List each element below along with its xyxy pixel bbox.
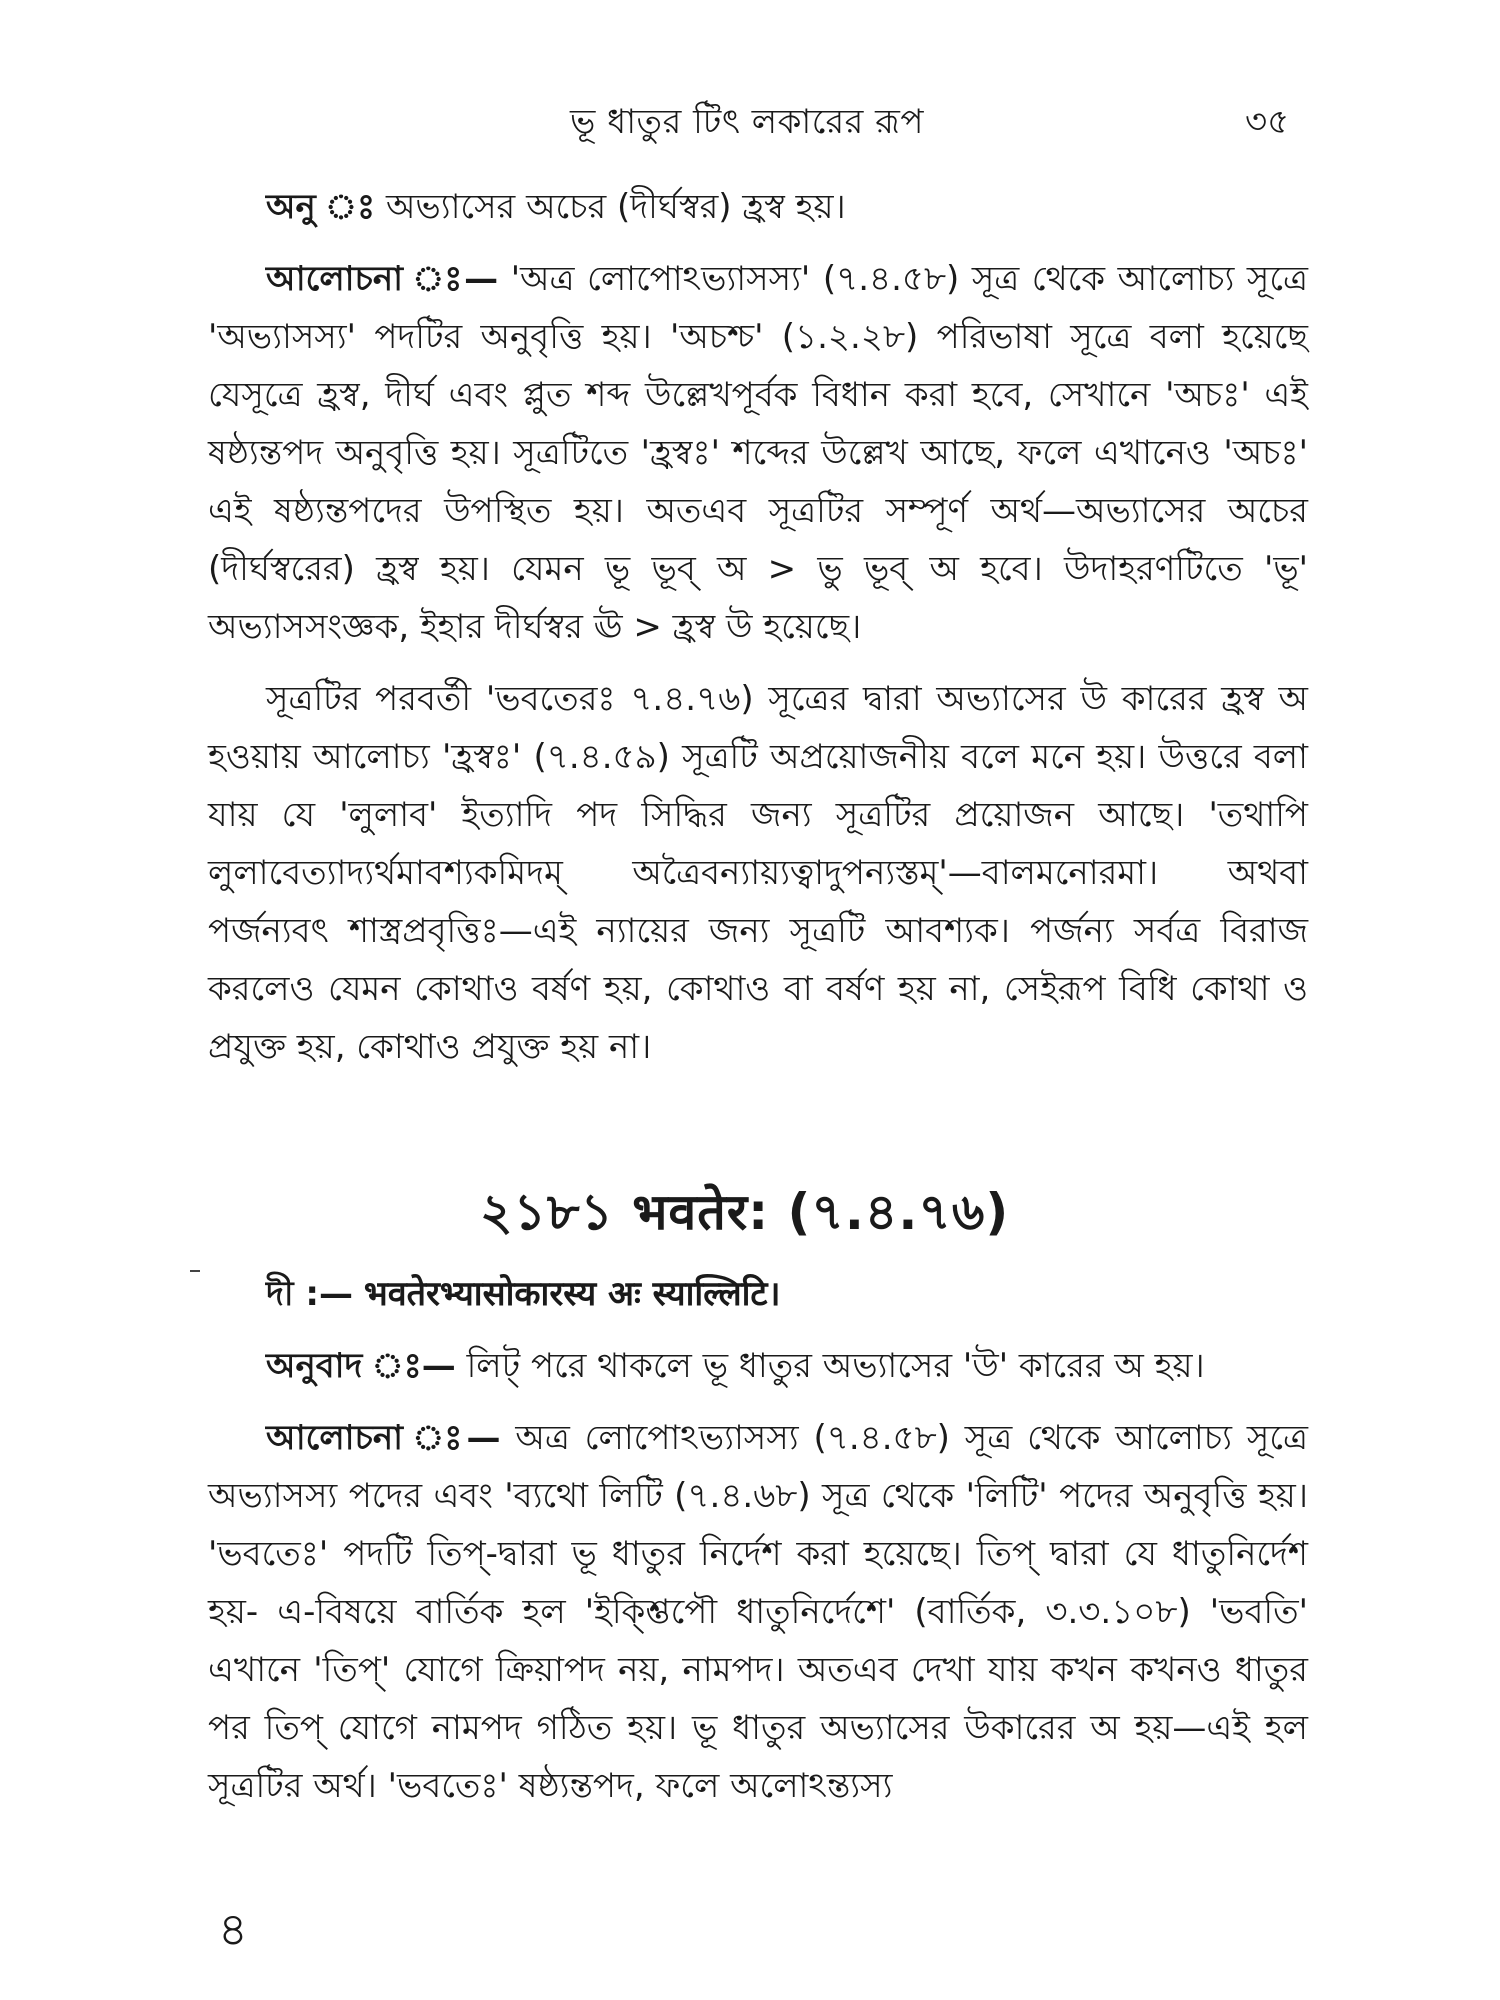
alochana-text-1: 'অত্র লোপোঽভ্যাসস্য' (৭.৪.৫৮) সূত্র থেকে আলোচ্য সূত্রে 'অভ্যাসস্য' পদটির অনুবৃত্তি হয়। 'অচশ্চ' (১.২.২৮) পরিভাষা সূত্রে বলা হয়েছে যেসূত্রে হ্রস্ব, দীর্ঘ এবং প্লুত শব্দ উল্লেখপূর্বক বিধান করা হবে, সেখানে 'অচঃ' এই ষষ্ঠ্যন্তপদ অনুবৃত্তি হয়। সূত্রটিতে 'হ্রস্বঃ' শব্দের উল্লেখ আছে, ফলে এখানেও 'অচঃ' এই ষষ্ঠ্যন্তপদের উপস্থিত হয়। অতএব সূত্রটির সম্পূর্ণ অর্থ—অভ্যাসের অচের (দীর্ঘস্বরের) হ্রস্ব হয়। যেমন ভূ ভূব্ অ > ভু ভূব্ অ হবে। উদাহরণটিতে 'ভূ' অভ্যাসসংজ্ঞক, ইহার দীর্ঘস্বর ঊ > হ্রস্ব উ হয়েছে। — [208, 259, 1308, 647]
di-paragraph — [208, 1265, 1308, 1323]
anu-label: অনু ঃ — [266, 187, 376, 227]
anu-text: অভ্যাসের অচের (দীর্ঘস্বর) হ্রস্ব হয়। — [385, 187, 846, 227]
section-two — [208, 1265, 1308, 1829]
page-number: ৩৫ — [1245, 102, 1290, 142]
alochana-label-1: আলোচনা ঃ— — [266, 259, 499, 299]
anu-paragraph — [208, 178, 1308, 236]
di-text: भवतेरभ्यासोकारस्य अः स्याल्लिटि। — [363, 1274, 781, 1314]
alochana-text-2: অত্র লোপোঽভ্যাসস্য (৭.৪.৫৮) সূত্র থেকে আলোচ্য সূত্রে অভ্যাসস্য পদের এবং 'ব্যথো লিটি (৭.৪.৬৮) সূত্র থেকে 'লিটি' পদের অনুবৃত্তি হয়। 'ভবতেঃ' পদটি তিপ্-দ্বারা ভূ ধাতুর নির্দেশ করা হয়েছে। তিপ্ দ্বারা যে ধাতুনির্দেশ হয়- এ-বিষয়ে বার্তিক হল 'ইক্শ্তিপৌ ধাতুনির্দেশে' (বার্তিক, ৩.৩.১০৮) 'ভবতি' এখানে 'তিপ্' যোগে ক্রিয়াপদ নয়, নামপদ। অতএব দেখা যায় কখন কখনও ধাতুর পর তিপ্ যোগে নামপদ গঠিত হয়। ভূ ধাতুর অভ্যাসের উকারের অ হয়—এই হল সূত্রটির অর্থ। 'ভবতেঃ' ষষ্ঠ্যন্তপদ, ফলে অলোঽন্ত্যস্য — [208, 1418, 1308, 1806]
anubad-paragraph — [208, 1337, 1308, 1395]
alochana-label-2: আলোচনা ঃ— — [266, 1418, 501, 1458]
alochana-paragraph-2 — [208, 1409, 1308, 1815]
margin-dash — [190, 1270, 200, 1272]
running-title: ভূ ধাতুর টিৎ লকারের রূপ — [570, 102, 925, 142]
anubad-label: অনুবাদ ঃ— — [266, 1346, 456, 1386]
sutra-heading: ২১৮১ भवतेर: (৭.৪.৭৬) — [480, 1183, 1010, 1241]
commentary-paragraph: সূত্রটির পরবর্তী 'ভবতেরঃ ৭.৪.৭৬) সূত্রের দ্বারা অভ্যাসের উ কারের হ্রস্ব অ হওয়ায় আলোচ্য 'হ্রস্বঃ' (৭.৪.৫৯) সূত্রটি অপ্রয়োজনীয় বলে মনে হয়। উত্তরে বলা যায় যে 'লুলাব' ইত্যাদি পদ সিদ্ধির জন্য সূত্রটির প্রয়োজন আছে। 'তথাপি লুলাবেত্যাদ্যর্থমাবশ্যকমিদম্ অত্রৈবন্যায়্যত্বাদুপন্যস্তম্'—বালমনোরমা। অথবা পর্জন্যবৎ শাস্ত্রপ্রবৃত্তিঃ—এই ন্যায়ের জন্য সূত্রটি আবশ্যক। পর্জন্য সর্বত্র বিরাজ করলেও যেমন কোথাও বর্ষণ হয়, কোথাও বা বর্ষণ হয় না, সেইরূপ বিধি কোথা ও প্রযুক্ত হয়, কোথাও প্রযুক্ত হয় না। — [208, 679, 1308, 1067]
alochana-paragraph-1 — [208, 250, 1308, 656]
di-label: দী :— — [266, 1274, 354, 1314]
signature-number: ৪ — [218, 1902, 248, 1956]
anubad-text: লিট্ পরে থাকলে ভূ ধাতুর অভ্যাসের 'উ' কারের অ হয়। — [466, 1346, 1205, 1386]
section-one — [208, 178, 1308, 1090]
